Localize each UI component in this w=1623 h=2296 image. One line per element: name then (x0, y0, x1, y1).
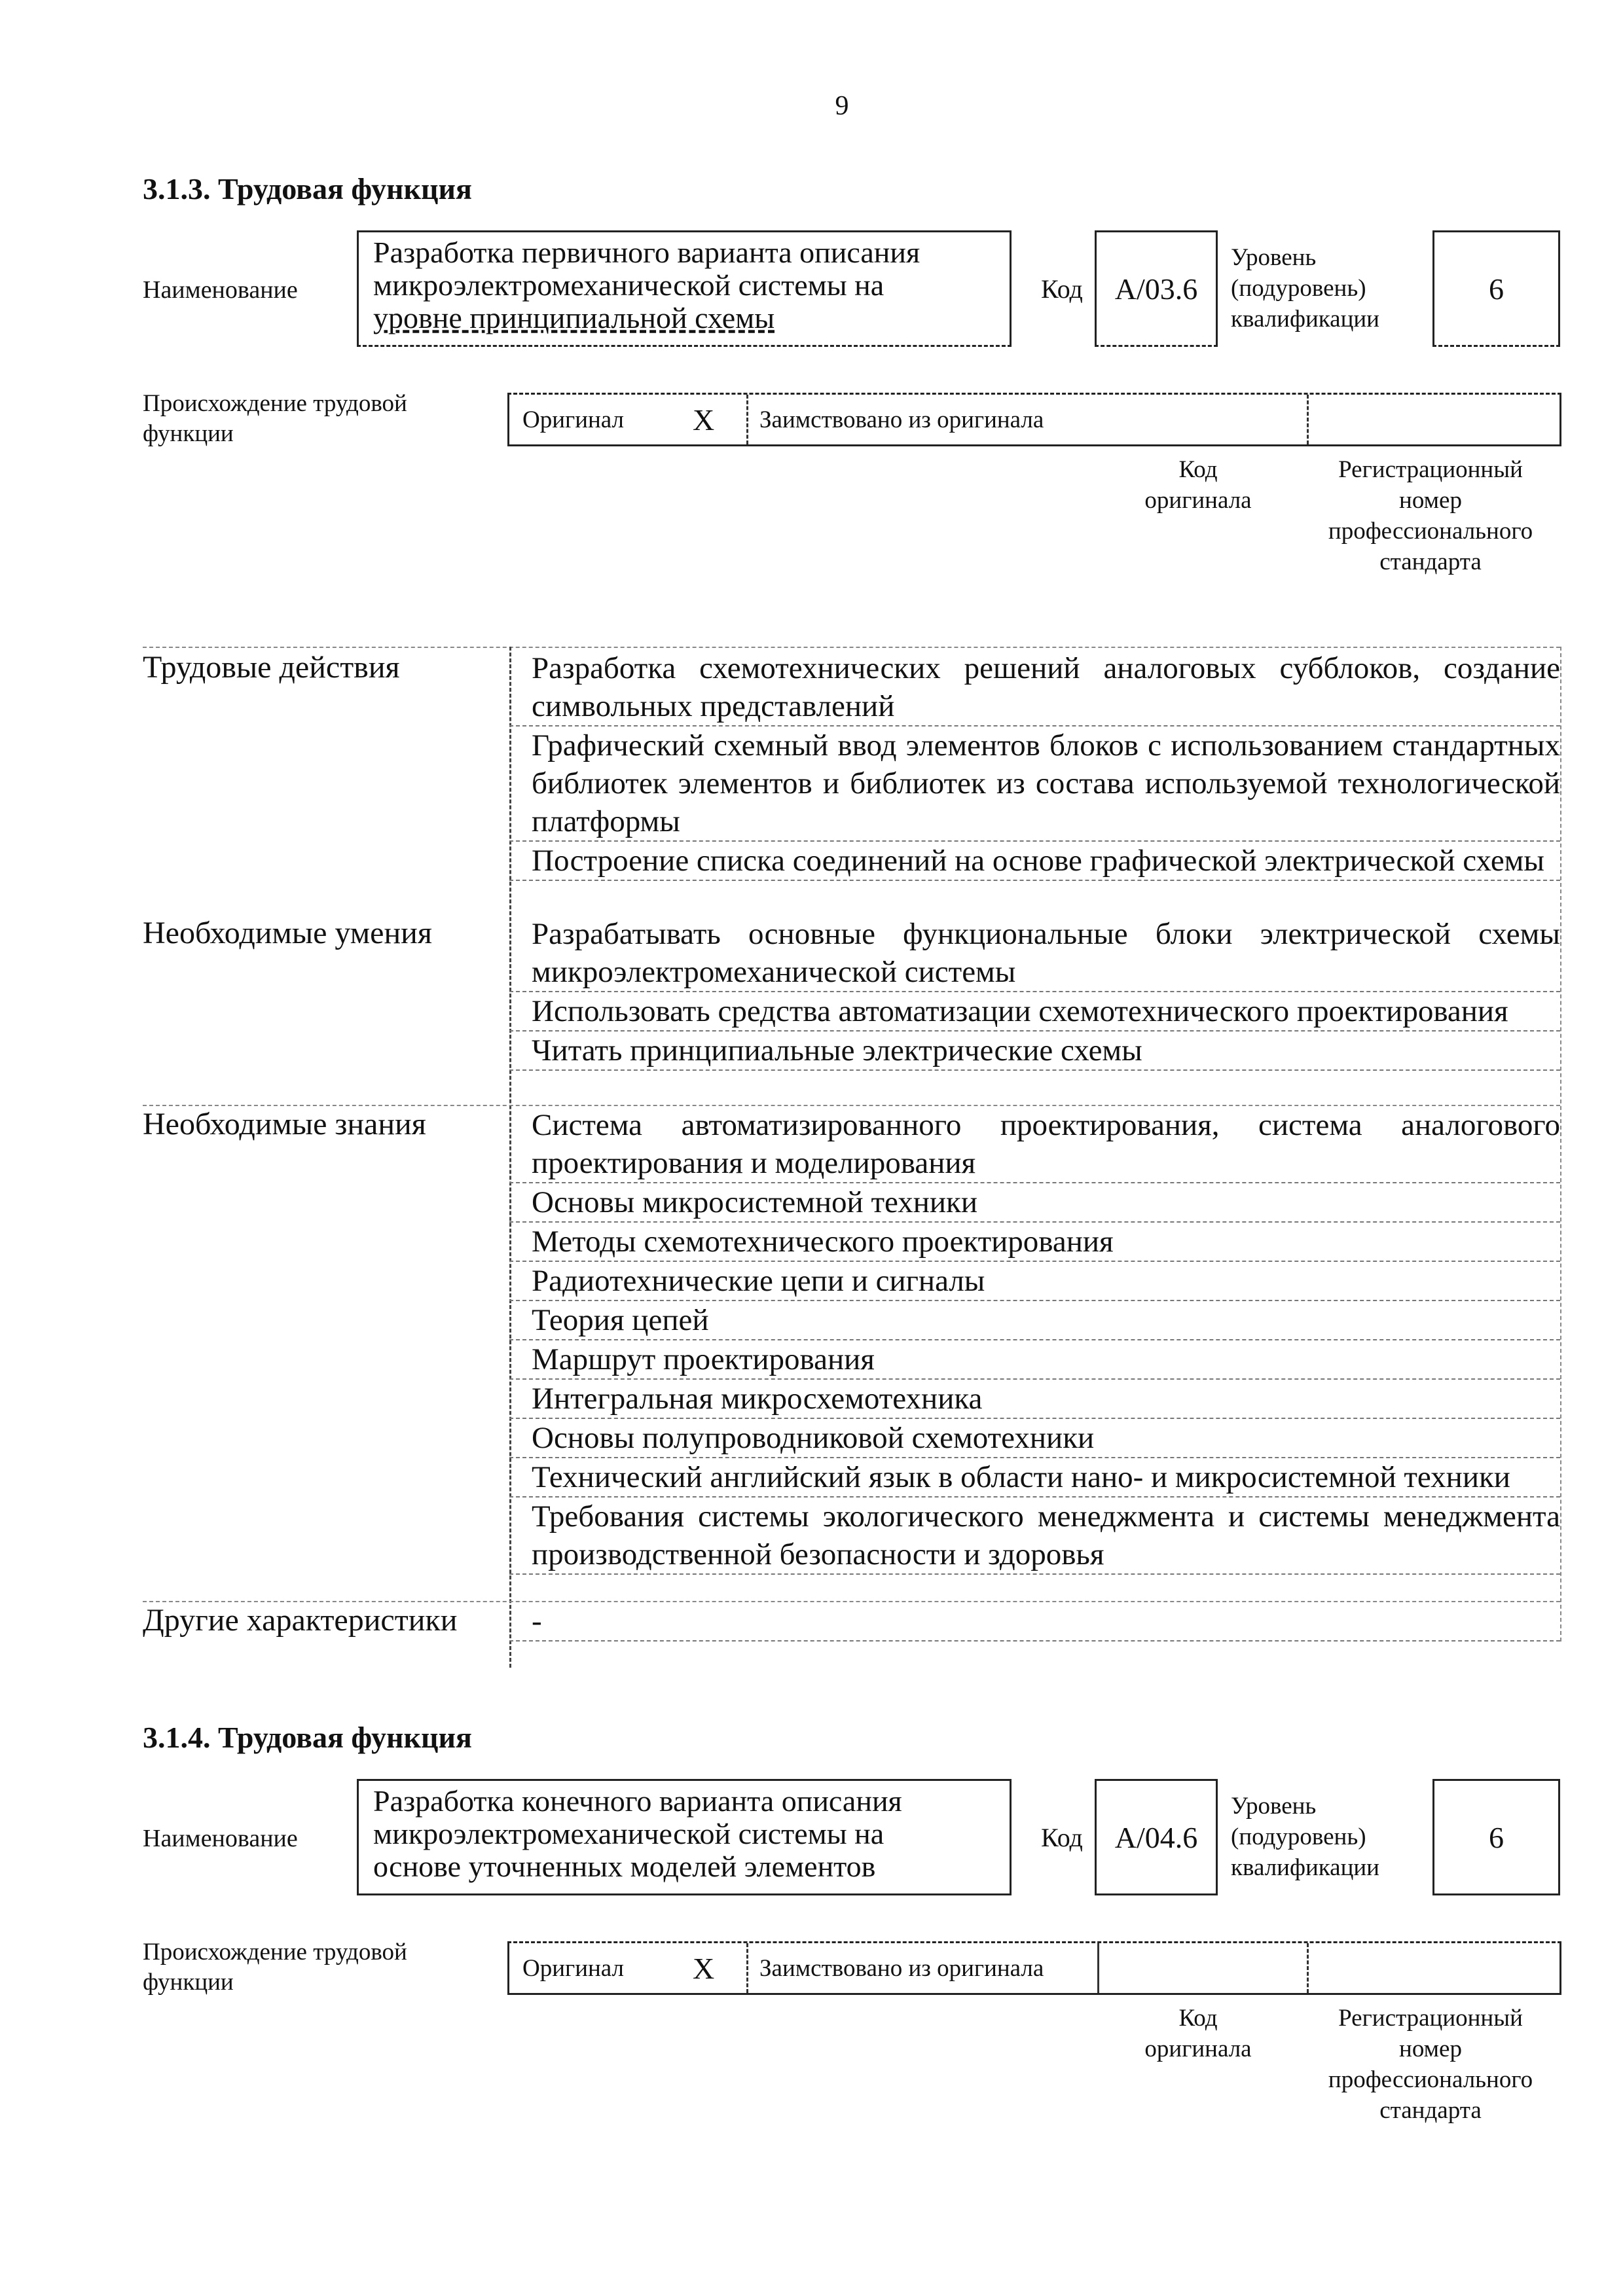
labor-actions-label: Трудовые действия (143, 650, 400, 685)
list-item: Читать принципиальные электрические схемы (509, 1031, 1560, 1071)
caption-line: профессионального (1328, 2066, 1533, 2093)
borrowed-label: Заимствовано из оригинала (759, 406, 1044, 433)
code-label: Код (1041, 1823, 1083, 1852)
list-item: Радиотехнические цепи и сигналы (509, 1262, 1560, 1301)
list-item: Интегральная микросхемотехника (509, 1380, 1560, 1419)
caption-original-code (1113, 2003, 1283, 2064)
origin-label (143, 389, 407, 449)
caption-line: номер (1399, 487, 1462, 514)
original-mark: X (693, 1951, 715, 1985)
function-name-box (357, 230, 1012, 347)
column-divider (746, 1943, 748, 1993)
function-name-line: микроэлектромеханической системы на (373, 1817, 884, 1850)
list-item: Технический английский язык в области нано- и микросистемной техники (509, 1458, 1560, 1498)
list-item: Разработка схемотехнических решений аналоговых субблоков, создание символьных представлений (509, 649, 1560, 726)
function-code: A/03.6 (1095, 230, 1218, 347)
list-item: - (509, 1602, 1560, 1641)
skills-label: Необходимые умения (143, 916, 432, 950)
caption-registration-number (1303, 454, 1558, 577)
qualification-level: 6 (1432, 1779, 1560, 1895)
name-label: Наименование (143, 276, 298, 304)
origin-label-line: Происхождение трудовой (143, 1939, 407, 1965)
list-item: Маршрут проектирования (509, 1340, 1560, 1380)
knowledge-label: Необходимые знания (143, 1107, 426, 1141)
level-label-line: квалификации (1231, 306, 1379, 332)
caption-line: стандарта (1379, 548, 1482, 575)
level-label (1231, 242, 1379, 334)
original-label: Оригинал (522, 1954, 625, 1982)
table-right-border (1560, 647, 1561, 1641)
list-item: Основы микросистемной техники (509, 1183, 1560, 1223)
list-item: Методы схемотехнического проектирования (509, 1223, 1560, 1262)
code-label: Код (1041, 274, 1083, 304)
knowledge-list (509, 1106, 1560, 1575)
level-label (1231, 1791, 1379, 1883)
origin-label-line: Происхождение трудовой (143, 390, 407, 417)
caption-line: профессионального (1328, 518, 1533, 545)
section-heading: 3.1.3. Трудовая функция (143, 172, 472, 206)
borrowed-label: Заимствовано из оригинала (759, 1954, 1044, 1982)
caption-line: Код (1178, 2005, 1218, 2032)
column-divider (1097, 1943, 1099, 1993)
column-divider (746, 395, 748, 444)
function-name-line: основе уточненных моделей элементов (373, 1850, 876, 1883)
caption-line: номер (1399, 2036, 1462, 2062)
page-number: 9 (835, 91, 849, 121)
section-heading: 3.1.4. Трудовая функция (143, 1721, 472, 1754)
list-item: Система автоматизированного проектирования, система аналогового проектирования и моделирования (509, 1106, 1560, 1183)
original-mark: X (693, 403, 715, 437)
list-item: Основы полупроводниковой схемотехники (509, 1419, 1560, 1458)
caption-line: Регистрационный (1338, 456, 1523, 483)
table-top-border (143, 647, 1560, 648)
list-item: Требования системы экологического менеджмента и системы менеджмента производственной безопасности и здоровья (509, 1498, 1560, 1575)
level-label-line: Уровень (1231, 244, 1317, 271)
name-label: Наименование (143, 1825, 298, 1852)
level-label-line: Уровень (1231, 1793, 1317, 1820)
caption-registration-number (1303, 2003, 1558, 2126)
list-item: Графический схемный ввод элементов блоков с использованием стандартных библиотек элементов и библиотек из состава используемой технологической платформы (509, 726, 1560, 842)
caption-line: Регистрационный (1338, 2005, 1523, 2032)
function-code: A/04.6 (1095, 1779, 1218, 1895)
level-label-line: (подуровень) (1231, 1823, 1366, 1850)
function-name-line: Разработка конечного варианта описания (373, 1784, 902, 1818)
original-label: Оригинал (522, 406, 625, 433)
list-item: Теория цепей (509, 1301, 1560, 1340)
list-item: Использовать средства автоматизации схемотехнического проектирования (509, 992, 1560, 1031)
caption-line: оригинала (1144, 487, 1252, 514)
origin-table (507, 1941, 1561, 1995)
column-divider (1307, 395, 1309, 444)
qualification-level: 6 (1432, 230, 1560, 347)
origin-label-line: функции (143, 1969, 234, 1996)
other-characteristics-value (509, 1602, 1560, 1641)
skills-list (509, 915, 1560, 1071)
list-item: Разрабатывать основные функциональные блоки электрической схемы микроэлектромеханической системы (509, 915, 1560, 992)
list-item: Построение списка соединений на основе графической электрической схемы (509, 842, 1560, 881)
origin-label (143, 1937, 407, 1998)
labor-actions-list (509, 649, 1560, 881)
other-characteristics-label: Другие характеристики (143, 1603, 458, 1638)
function-name-line: уровне принципиальной схемы (373, 301, 775, 334)
caption-line: Код (1178, 456, 1218, 483)
function-name-box (357, 1779, 1012, 1895)
level-label-line: (подуровень) (1231, 275, 1366, 302)
level-label-line: квалификации (1231, 1854, 1379, 1881)
function-name-line: Разработка первичного варианта описания (373, 236, 921, 269)
caption-line: стандарта (1379, 2097, 1482, 2124)
caption-line: оригинала (1144, 2036, 1252, 2062)
origin-table (507, 393, 1561, 446)
caption-original-code (1113, 454, 1283, 516)
column-divider (1307, 1943, 1309, 1993)
origin-label-line: функции (143, 420, 234, 447)
function-name-line: микроэлектромеханической системы на (373, 268, 884, 302)
